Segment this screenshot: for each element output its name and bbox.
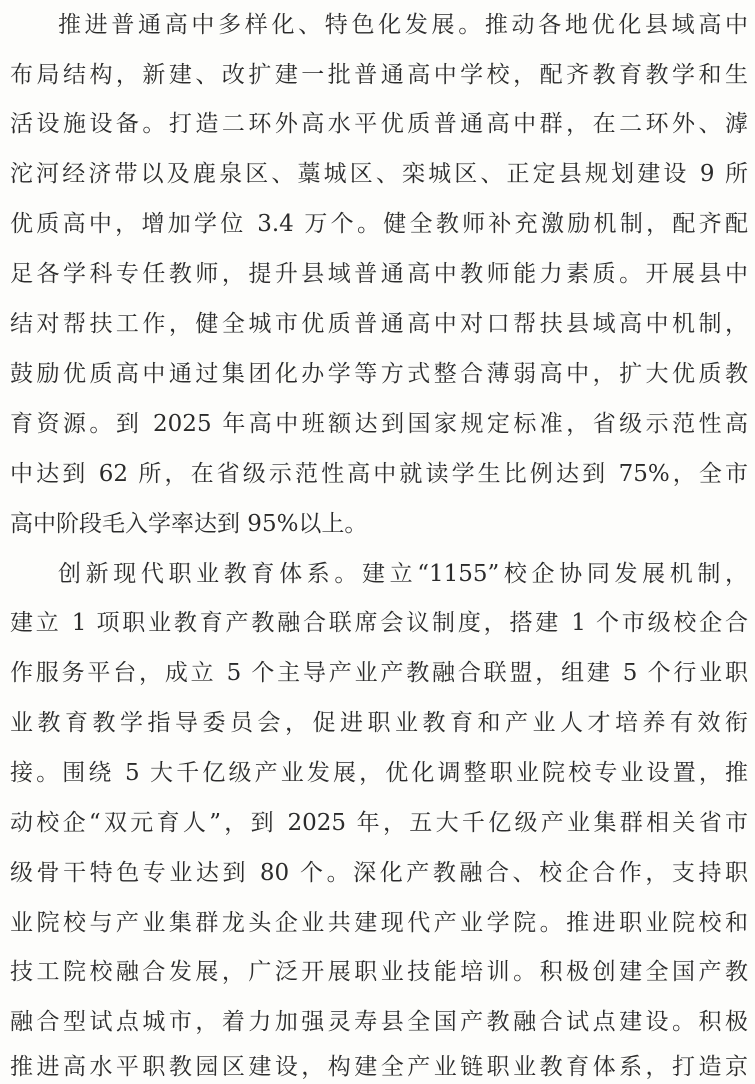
paragraph-2-line-2: 建立 1 项职业教育产教融合联席会议制度，搭建 1 个市级校企合 bbox=[10, 610, 748, 636]
paragraph-1-line-10: 中达到 62 所，在省级示范性高中就读学生比例达到 75%，全市 bbox=[10, 461, 748, 487]
paragraph-2-line-10: 融合型试点城市，着力加强灵寿县全国产教融合试点建设。积极 bbox=[10, 1009, 748, 1035]
paragraph-1-line-1: 推进普通高中多样化、特色化发展。推动各地优化县域高中 bbox=[58, 12, 748, 38]
paragraph-1-line-3: 活设施设备。打造二环外高水平优质普通高中群，在二环外、滹 bbox=[10, 111, 748, 137]
paragraph-2-line-4: 业教育教学指导委员会，促进职业教育和产业人才培养有效衔 bbox=[10, 710, 748, 736]
paragraph-2-line-9: 技工院校融合发展，广泛开展职业技能培训。积极创建全国产教 bbox=[10, 959, 748, 985]
paragraph-2-line-1: 创新现代职业教育体系。建立“1155”校企协同发展机制， bbox=[58, 561, 748, 587]
paragraph-2-line-5: 接。围绕 5 大千亿级产业发展，优化调整职业院校专业设置，推 bbox=[10, 760, 748, 786]
paragraph-2-line-6: 动校企“双元育人”，到 2025 年，五大千亿级产业集群相关省市 bbox=[10, 810, 748, 836]
paragraph-1-line-6: 足各学科专任教师，提升县域普通高中教师能力素质。开展县中 bbox=[10, 261, 748, 287]
paragraph-1-line-5: 优质高中，增加学位 3.4 万个。健全教师补充激励机制，配齐配 bbox=[10, 211, 748, 237]
paragraph-1-line-7: 结对帮扶工作，健全城市优质普通高中对口帮扶县域高中机制， bbox=[10, 311, 748, 337]
paragraph-1-line-8: 鼓励优质高中通过集团化办学等方式整合薄弱高中，扩大优质教 bbox=[10, 361, 748, 387]
paragraph-1-line-4: 沱河经济带以及鹿泉区、藁城区、栾城区、正定县规划建设 9 所 bbox=[10, 161, 748, 187]
paragraph-2-line-11: 推进高水平职教园区建设，构建全产业链职业教育体系，打造京 bbox=[10, 1054, 748, 1080]
paragraph-2-line-3: 作服务平台，成立 5 个主导产业产教融合联盟，组建 5 个行业职 bbox=[10, 660, 748, 686]
paragraph-2-line-7: 级骨干特色专业达到 80 个。深化产教融合、校企合作，支持职 bbox=[10, 860, 748, 886]
paragraph-1-line-2: 布局结构，新建、改扩建一批普通高中学校，配齐教育教学和生 bbox=[10, 62, 748, 88]
paragraph-1-line-11: 高中阶段毛入学率达到 95%以上。 bbox=[10, 511, 368, 537]
paragraph-2-line-8: 业院校与产业集群龙头企业共建现代产业学院。推进职业院校和 bbox=[10, 910, 748, 936]
paragraph-1-line-9: 育资源。到 2025 年高中班额达到国家规定标准，省级示范性高 bbox=[10, 411, 748, 437]
